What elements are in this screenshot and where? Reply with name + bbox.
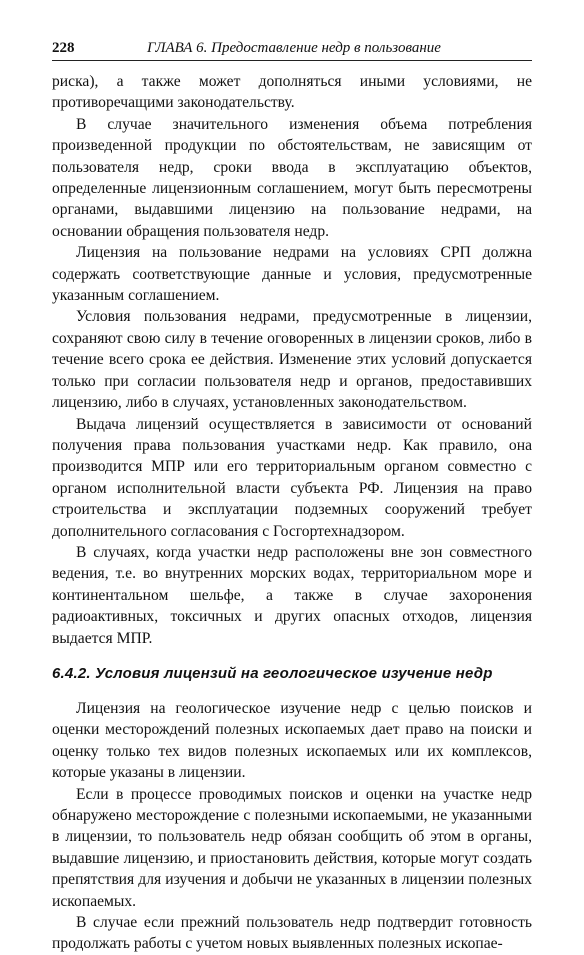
- paragraph: Если в процессе проводимых поисков и оценки на участке недр обнаружено месторождение с полезными ископаемыми, не указанными в лицензии, то пользователь недр обязан сообщить об этом в органы, выдавшие лицензию, и приостановить действия, которые могут создать препятствия для изучения и добычи не указанных в лицензии полезных ископаемых.: [52, 785, 532, 910]
- running-header: [52, 40, 532, 61]
- paragraph: Лицензия на пользование недрами на условиях СРП должна содержать соответствующие данные и условия, предусмотренные указанным соглашением.: [52, 244, 532, 305]
- paragraph: В случае значительного изменения объема потребления произведенной продукции по обстоятельствам, не зависящим от пользователя недр, сроки ввода в эксплуатацию объектов, определенные лицензионным соглашением, могут быть пересмотрены органами, выдавшими лицензию на пользование недрами, на основании обращения пользователя недр.: [52, 115, 532, 240]
- body-text: [52, 71, 532, 955]
- section-heading: 6.4.2. Условия лицензий на геологическое изучение недр: [52, 664, 493, 682]
- page-number: 228: [52, 40, 75, 56]
- paragraph: Условия пользования недрами, предусмотренные в лицензии, сохраняют свою силу в течение оговоренных в лицензии сроков, либо в течение всего срока ее действия. Изменение этих условий допускается только при согласии пользователя недр и органов, предоставивших лицензию, либо в случаях, установленных законодательством.: [52, 308, 532, 412]
- paragraph: В случае если прежний пользователь недр подтвердит готовность продолжать работы с учетом новых выявленных полезных ископае-: [52, 914, 532, 953]
- running-title: ГЛАВА 6. Предоставление недр в пользование: [147, 40, 441, 56]
- paragraph: В случаях, когда участки недр расположены вне зон совместного ведения, т.е. во внутренних морских водах, территориальном море и континентальном шельфе, а также в случае захоронения радиоактивных, токсичных и других опасных отходов, лицензия выдается МПР.: [52, 543, 532, 647]
- paragraph: Выдача лицензий осуществляется в зависимости от оснований получения права пользования участками недр. Как правило, она производится МПР или его территориальным органом совместно с органом исполнительной власти субъекта РФ. Лицензия на право строительства и эксплуатации подземных сооружений требует дополнительного согласования с Госгортехнадзором.: [52, 415, 532, 540]
- paragraph: риска), а также может дополняться иными условиями, не противоречащими законодательству.: [52, 73, 532, 112]
- paragraph: Лицензия на геологическое изучение недр с целью поисков и оценки месторождений полезных ископаемых дает право на поиски и оценку только тех видов полезных ископаемых или их комплексов, которые указаны в лицензии.: [52, 699, 532, 782]
